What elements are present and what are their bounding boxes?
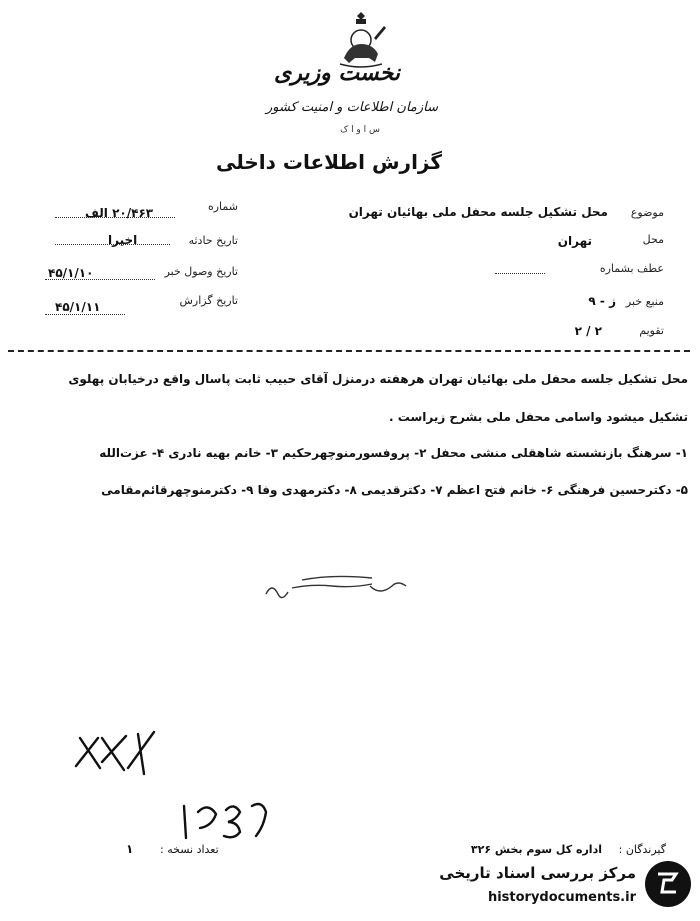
event-date-underline: [55, 244, 170, 245]
event-date-label: تاریخ حادثه: [188, 234, 238, 247]
number-underline: [55, 217, 175, 218]
body-line-4: ۵- دکترحسین فرهنگی ۶- خانم فتح اعظم ۷- دکترقدیمی ۸- دکترمهدی وفا ۹- دکترمنوچهرقائم‌مقامی: [101, 483, 688, 497]
report-date-value: ۴۵/۱/۱۱: [55, 300, 101, 314]
body-line-2: تشکیل میشود واسامی محفل ملی بشرح زیراست .: [389, 410, 688, 424]
number-label: شماره: [207, 200, 238, 213]
calendar-label: تقویم: [639, 324, 664, 337]
copies-value: ۱: [126, 842, 134, 856]
subject-label: موضوع: [630, 206, 664, 219]
ref-number-blank: [495, 273, 545, 274]
subject-value: محل تشکیل جلسه محفل ملی بهائیان تهران: [348, 205, 608, 219]
ministry-name: نخست وزیری: [274, 60, 400, 86]
number-value: ۲۰/۴۶۳ الف: [85, 206, 154, 220]
received-date-underline: [45, 279, 155, 280]
copies-label: تعداد نسخه :: [160, 843, 219, 856]
organization-name: سازمان اطلاعات و امنیت کشور: [265, 100, 438, 115]
event-date-value: اخیرا: [108, 233, 138, 247]
received-date-label: تاریخ وصول خبر: [164, 265, 238, 278]
handwritten-number-icon: [176, 796, 272, 840]
place-value: تهران: [557, 234, 592, 248]
history-documents-logo-icon: [644, 860, 692, 908]
calendar-value: ۲ / ۲: [574, 324, 602, 338]
body-line-1: محل تشکیل جلسه محفل ملی بهائیان تهران هرهفته درمنزل آقای حبیب ثابت پاسال واقع درخیابان پهلوی: [68, 372, 688, 386]
place-label: محل: [642, 233, 664, 246]
dashed-separator: [8, 350, 690, 352]
recipients-label: گیرندگان :: [618, 843, 666, 856]
organization-code: س ا و ا ک: [340, 125, 380, 135]
report-date-underline: [45, 314, 125, 315]
watermark-persian-text: مرکز بررسی اسناد تاریخی: [439, 864, 636, 882]
source-value: ز - ۹: [588, 294, 616, 308]
watermark: [412, 858, 692, 916]
report-title: گزارش اطلاعات داخلی: [215, 150, 442, 174]
signature-icon: [262, 568, 412, 608]
handwritten-mark-icon: [72, 728, 162, 778]
ref-number-label: عطف بشماره: [599, 262, 664, 275]
source-label: منبع خبر: [625, 295, 664, 308]
received-date-value: ۴۵/۱/۱۰: [48, 266, 94, 280]
watermark-url: historydocuments.ir: [487, 890, 636, 905]
body-line-3: ۱- سرهنگ بازنشسته شاهقلی منشی محفل ۲- پروفسورمنوچهرحکیم ۳- خانم بهیه نادری ۴- عزت‌الله: [99, 446, 688, 460]
report-date-label: تاریخ گزارش: [179, 294, 238, 307]
recipients-value: اداره کل سوم بخش ۳۲۶: [470, 843, 602, 856]
